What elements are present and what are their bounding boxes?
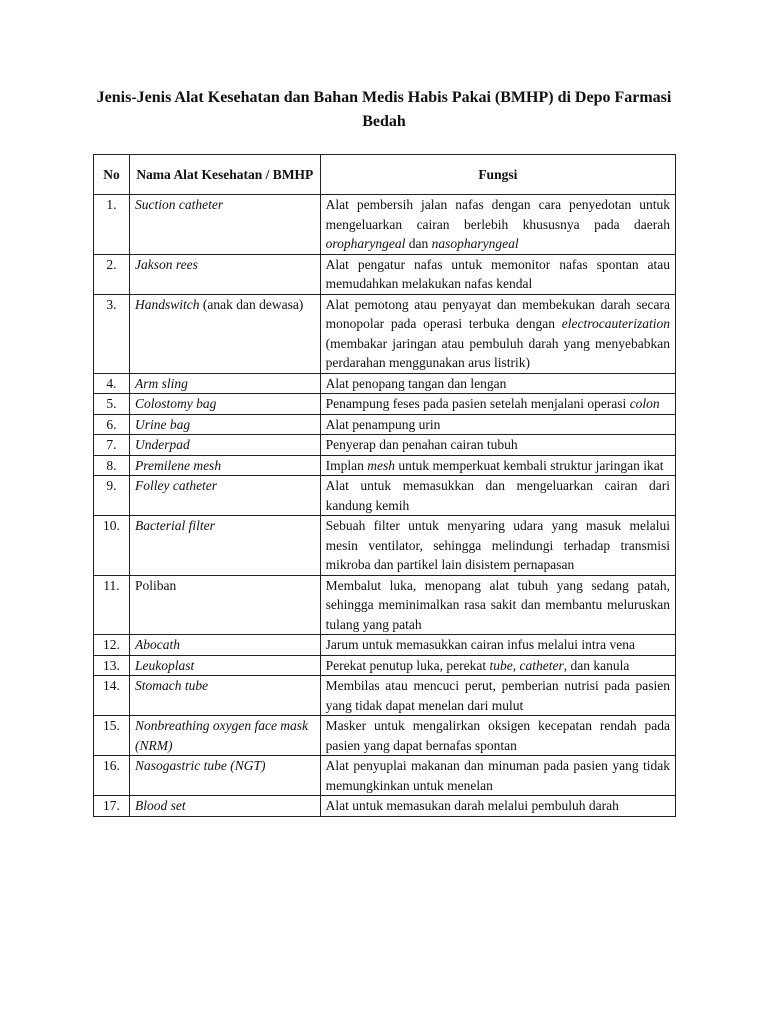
name-text: Underpad [134, 437, 190, 452]
row-number: 13. [94, 655, 130, 676]
function-text: oropharyngeal [325, 236, 406, 251]
function-text: Membilas atau mencuci perut, pemberian nutrisi pada pasien yang tidak dapat menelan dari mulut [325, 678, 670, 713]
function-text: Implan [325, 457, 368, 473]
equipment-function [320, 635, 675, 656]
function-text: Alat pemotong atau penyayat dan membekukan darah secara monopolar pada operasi terbuka dengan [325, 296, 670, 331]
name-text: Leukoplast [134, 657, 195, 673]
function-text: mesh [367, 457, 396, 473]
name-text: Premilene mesh [134, 457, 222, 473]
equipment-name [129, 414, 320, 435]
equipment-function [320, 455, 675, 476]
table-row [94, 716, 676, 756]
row-number: 10. [94, 516, 130, 576]
function-text: , dan kanula [563, 657, 630, 673]
name-text: Handswitch [134, 296, 200, 312]
header-fungsi: Fungsi [320, 155, 675, 195]
equipment-function [320, 254, 675, 294]
table-row [94, 195, 676, 255]
row-number: 5. [94, 394, 130, 415]
equipment-name [129, 676, 320, 716]
header-no: No [94, 155, 130, 195]
equipment-function [320, 716, 675, 756]
table-row [94, 676, 676, 716]
function-text: Membalut luka, menopang alat tubuh yang sedang patah, sehingga meminimalkan rasa sakit dan membantu meluruskan tulang yang patah [325, 577, 670, 632]
name-text: Jakson rees [134, 256, 198, 272]
row-number: 6. [94, 414, 130, 435]
row-number: 9. [94, 476, 130, 516]
equipment-function [320, 676, 675, 716]
equipment-function [320, 435, 675, 456]
name-text: Suction catheter [134, 197, 224, 212]
table-row [94, 796, 676, 817]
function-text: Penyerap dan penahan cairan tubuh [325, 437, 518, 452]
function-text: colon [629, 396, 660, 411]
name-text: Blood set [134, 798, 186, 813]
table-row [94, 635, 676, 656]
function-text: Masker untuk mengalirkan oksigen kecepatan rendah pada pasien yang dapat bernafas spontan [325, 718, 670, 753]
function-text: dan [405, 236, 432, 251]
equipment-name [129, 476, 320, 516]
name-text: Colostomy bag [134, 396, 217, 411]
equipment-function [320, 756, 675, 796]
equipment-function [320, 516, 675, 576]
equipment-name [129, 254, 320, 294]
document-title: Jenis-Jenis Alat Kesehatan dan Bahan Medis Habis Pakai (BMHP) di Depo Farmasi Bedah [96, 89, 672, 130]
table-row [94, 254, 676, 294]
equipment-name [129, 575, 320, 635]
row-number: 17. [94, 796, 130, 817]
table-body [94, 195, 676, 817]
row-number: 15. [94, 716, 130, 756]
name-text: Arm sling [134, 375, 188, 391]
name-text: Poliban [134, 577, 177, 593]
function-text: Alat untuk memasukkan dan mengeluarkan cairan dari kandung kemih [325, 478, 670, 513]
table-row [94, 414, 676, 435]
equipment-name [129, 373, 320, 394]
table-row [94, 575, 676, 635]
function-text: Penampung feses pada pasien setelah menjalani operasi [325, 396, 630, 411]
table-row [94, 655, 676, 676]
equipment-function [320, 655, 675, 676]
equipment-function [320, 294, 675, 373]
table-row [94, 373, 676, 394]
table-row [94, 516, 676, 576]
function-text: Alat pembersih jalan nafas dengan cara penyedotan untuk mengeluarkan cairan berlebih khususnya pada daerah [325, 197, 670, 232]
header-nama: Nama Alat Kesehatan / BMHP [129, 155, 320, 195]
row-number: 3. [94, 294, 130, 373]
function-text: (membakar jaringan atau pembuluh darah yang menyebabkan perdarahan menggunakan arus listrik) [325, 335, 670, 370]
function-text: nasopharyngeal [431, 236, 519, 251]
row-number: 2. [94, 254, 130, 294]
equipment-function [320, 476, 675, 516]
equipment-function [320, 373, 675, 394]
equipment-name [129, 455, 320, 476]
function-text: tube, catheter [489, 657, 564, 673]
equipment-name [129, 635, 320, 656]
function-text: Alat penopang tangan dan lengan [325, 375, 507, 391]
table-row [94, 435, 676, 456]
table-row [94, 455, 676, 476]
name-text: Nonbreathing oxygen face mask (NRM) [134, 718, 309, 753]
equipment-name [129, 435, 320, 456]
row-number: 16. [94, 756, 130, 796]
function-text: untuk memperkuat kembali struktur jaringan ikat [395, 457, 664, 473]
function-text: Alat pengatur nafas untuk memonitor nafas spontan atau memudahkan melakukan nafas kendal [325, 256, 670, 291]
function-text: Sebuah filter untuk menyaring udara yang masuk melalui mesin ventilator, sehingga melindungi terhadap transmisi mikroba dan partikel lain disistem pernapasan [325, 518, 670, 572]
equipment-function [320, 796, 675, 817]
table-row [94, 294, 676, 373]
row-number: 11. [94, 575, 130, 635]
name-text: Abocath [134, 637, 180, 652]
name-text: (anak dan dewasa) [199, 296, 304, 312]
equipment-function [320, 394, 675, 415]
row-number: 7. [94, 435, 130, 456]
row-number: 12. [94, 635, 130, 656]
function-text: electrocauterization [561, 316, 670, 331]
row-number: 4. [94, 373, 130, 394]
equipment-name [129, 394, 320, 415]
equipment-function [320, 414, 675, 435]
equipment-name [129, 294, 320, 373]
table-header-row [94, 155, 676, 195]
equipment-function [320, 195, 675, 255]
equipment-name [129, 655, 320, 676]
name-text: Urine bag [134, 416, 191, 432]
row-number: 8. [94, 455, 130, 476]
equipment-name [129, 195, 320, 255]
equipment-table [93, 154, 676, 817]
name-text: Folley catheter [134, 478, 218, 493]
table-row [94, 476, 676, 516]
name-text: Nasogastric tube (NGT) [134, 758, 266, 773]
table-row [94, 756, 676, 796]
equipment-name [129, 516, 320, 576]
table-row [94, 394, 676, 415]
row-number: 1. [94, 195, 130, 255]
name-text: Bacterial filter [134, 518, 215, 533]
function-text: Jarum untuk memasukkan cairan infus melalui intra vena [325, 637, 635, 652]
equipment-name [129, 796, 320, 817]
function-text: Alat penyuplai makanan dan minuman pada pasien yang tidak memungkinkan untuk menelan [325, 758, 670, 793]
equipment-function [320, 575, 675, 635]
row-number: 14. [94, 676, 130, 716]
function-text: Perekat penutup luka, perekat [325, 657, 490, 673]
equipment-name [129, 716, 320, 756]
equipment-name [129, 756, 320, 796]
function-text: Alat penampung urin [325, 416, 441, 432]
function-text: Alat untuk memasukan darah melalui pembuluh darah [325, 798, 619, 813]
name-text: Stomach tube [134, 678, 209, 693]
